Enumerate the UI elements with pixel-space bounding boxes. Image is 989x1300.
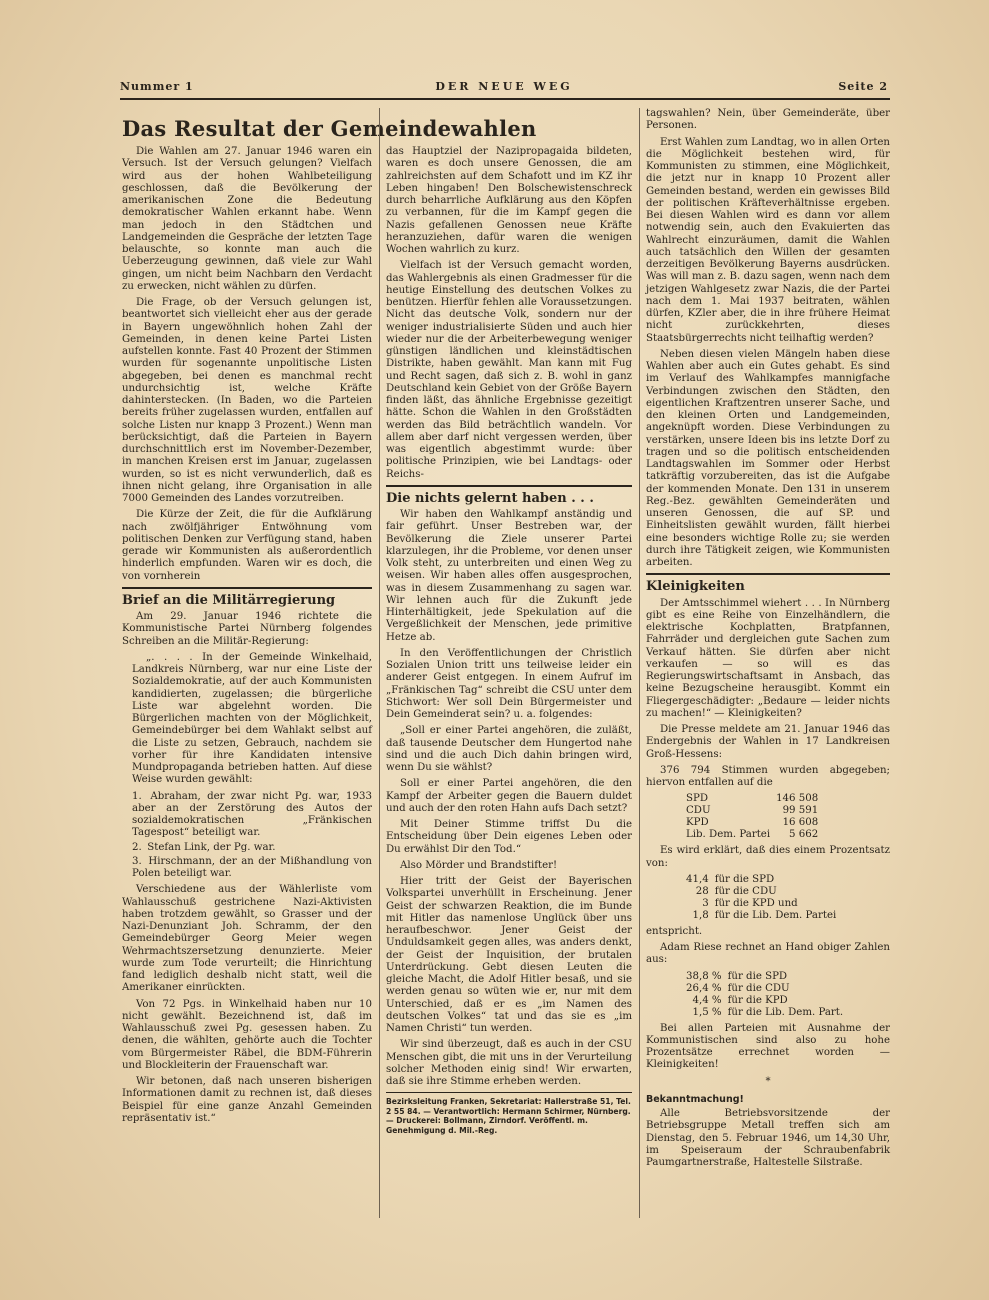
newspaper-name: DER NEUE WEG [435,80,573,93]
table-row: 3 für die KPD und [702,897,798,909]
main-headline: Das Resultat der Gemeindewahlen [122,116,537,141]
notice-heading: Bekanntmachung! [646,1093,744,1105]
page-number: Seite 2 [838,80,888,93]
vote-table [686,793,824,841]
column-2 [386,108,632,1135]
paragraph: Die Wahlen am 27. Januar 1946 waren ein Versuch. Ist der Versuch gelungen? Vielfach wird aus der hohen Wahlbeteiligung geschlossen, daß die Bevölkerung der amerikanischen Zone die Bedeutung demokratischer Wahlen erkannt habe. Wenn man jedoch in den Städtchen und Landgemeinden die Gespräche der letzten Tage belauschte, so konnte man auch die Ueberzeugung gewinnen, daß viele zur Wahl gingen, um nicht beim Nachbarn den Verdacht zu erwecken, nicht wählen zu dürfen. [122,146,372,292]
percent-table-calculated [686,971,849,1019]
paragraph: Erst Wahlen zum Landtag, wo in allen Orten die Möglichkeit bestehen wird, für Kommunisten zu stimmen, eine Möglichkeit, die jetzt nur in knapp 10 Prozent aller Gemeinden bestand, werden ein gewisses Bild der politischen Kräfteverhältnisse ergeben. Bei diesen Wahlen wird es dann vor allem notwendig sein, auch den Evakuierten das Wahlrecht einzuräumen, damit die Wahlen auch tatsächlich den Willen der gesamten derzeitigen Bevölkerung Bayerns ausdrücken. Was will man z. B. dazu sagen, wenn nach dem jetzigen Wahlgesetz zwar Nazis, die der Partei nach dem 1. Mai 1937 beitraten, wählen dürfen, KZler aber, die in ihre frühere Heimat nicht zurückkehrten, dieses Staatsbürgerrechts nicht teilhaftig werden? [646,136,890,344]
masthead-rule [120,98,890,100]
imprint: Bezirksleitung Franken, Sekretariat: Hallerstraße 51, Tel. 2 55 84. — Verantwortlich: Hermann Schirmer, Nürnberg. — Druckerei: Bollmann, Zirndorf. Veröffentl. m. Genehmigung d. Mil.-Reg. [386,1097,631,1135]
paragraph: Am 29. Januar 1946 richtete die Kommunistische Partei Nürnberg folgendes Schreiben an die Militär-Regierung: [122,611,372,647]
paragraph: Von 72 Pgs. in Winkelhaid haben nur 10 nicht gewählt. Bezeichnend ist, daß im Wahlausschuß zwei Pg. gesessen haben. Zu denen, die wählten, gehörte auch die Tochter vom Bürgermeister Räbel, die BDM-Führerin und Blockleiterin der Frauenschaft war. [122,998,372,1071]
paragraph: Hier tritt der Geist der Bayerischen Volkspartei unverhüllt in Erscheinung. Jener Geist der schwarzen Reaktion, die im Bunde mit Hitler das namenlose Unglück über uns heraufbeschwor. Jener Geist der Unduldsamkeit gegen alles, was anders denkt, der Geist der Inquisition, der brutalen Unterdrückung. Gebt diesen Leuten die gleiche Macht, die Adolf Hitler besaß, und sie werden genau so wüten wie er, nur mit dem Unterschied, daß er es „im Namen des deutschen Volkes“ tat und das sie es „im Namen Christi“ tun werden. [386,876,632,1034]
elected-list [132,791,372,881]
quote: Soll er einer Partei angehören, die den Kampf der Arbeiter gegen die Bauern duldet und auch der den roten Hahn aufs Dach setzt? [386,778,632,814]
paragraph: entspricht. [646,925,703,937]
section-heading-nichts: Die nichts gelernt haben . . . [386,490,594,506]
table-row: SPD 146 508 [686,793,819,805]
paragraph: Die Kürze der Zeit, die für die Aufklärung nach zwölfjähriger Entwöhnung vom politischen Denken zur Verfügung stand, haben gerade wir Kommunisten als außerordentlich hinderlich empfunden. Waren wir es doch, die von vornherein [122,509,372,582]
paragraph: Adam Riese rechnet an Hand obiger Zahlen aus: [646,942,890,966]
column-3 [646,108,890,1173]
paragraph: Die Frage, ob der Versuch gelungen ist, beantwortet sich vielleicht eher aus der gerade in Bayern ungewöhnlich hohen Zahl der Gemeinden, in denen keine Partei Listen aufstellen konnte. Fast 40 Prozent der Stimmen wurden für sogenannte unpolitische Listen abgegeben, bei denen es manchmal recht undurchsichtig ist, welche Kräfte dahinterstecken. (In Baden, wo die Parteien bereits früher zugelassen wurden, entfallen auf solche Listen nur knapp 3 Prozent.) Wenn man berücksichtigt, daß die Parteien in Bayern durchschnittlich erst im November-Dezember, in manchen Kreisen erst im Januar, zugelassen wurden, so ist es nicht verwunderlich, daß es ihnen nicht gelang, ihre Organisation in alle 7000 Gemeinden des Landes vorzutreiben. [122,297,372,504]
quote: Mit Deiner Stimme triffst Du die Entscheidung über Dein eigenes Leben oder Du erwählst Dir den Tod.“ [386,819,632,855]
column-1 [122,108,372,1129]
table-row: 1,5 % für die Lib. Dem. Part. [692,1006,844,1018]
paragraph: Die Presse meldete am 21. Januar 1946 das Endergebnis der Wahlen in 17 Landkreisen Groß-Hessens: [646,724,890,760]
paragraph: Vielfach ist der Versuch gemacht worden, das Wahlergebnis als einen Gradmesser für die heutige Einstellung des deutschen Volkes zu benützen. Hierfür fehlen alle Voraussetzungen. Nicht das deutsche Volk, sondern nur der weniger industrialisierte Süden und auch hier wieder nur die der Arbeiterbewegung weniger günstigen ländlichen und kleinstädtischen Distrikte, haben gewählt. Man kann mit Fug und Recht sagen, daß sich z. B. wohl in ganz Deutschland kein Gebiet von der Größe Bayern finden läßt, das ähnliche Ergebnisse gezeitigt hätte. Schon die Wahlen in den Großstädten werden das Bild beträchtlich wandeln. Vor allem aber darf nicht vergessen werden, über was eigentlich abgestimmt wurde: über politische Prinzipien, wie bei Landtags- oder Reichs- [386,260,632,480]
list-item: 1. Abraham, der zwar nicht Pg. war, 1933 aber an der Zerstörung des Autos der sozialdemokratischen „Fränkischen Tagespost“ beteiligt war. [132,790,372,839]
paragraph: Wir betonen, daß nach unseren bisherigen Informationen damit zu rechnen ist, daß dieses Beispiel für eine ganze Anzahl Gemeinden repräsentativ ist.“ [122,1076,372,1124]
column-divider [379,108,380,1218]
list-item: 2. Stefan Link, der Pg. war. [132,841,276,853]
table-row: 26,4 % für die CDU [686,982,790,994]
paragraph: das Hauptziel der Nazipropagaida bildeten, waren es doch unsere Genossen, die am zahlreichsten auf dem Schafott und im KZ ihr Leben hingaben! Den Bolschewistenschreck durch beharrliche Aufklärung aus den Köpfen zu verbannen, für die im Kampf gegen die Nazis gefallenen Genossen neue Kräfte heranzuziehen, dafür waren die wenigen Wochen wahrlich zu kurz. [386,146,632,255]
paragraph: Es wird erklärt, daß dies einem Prozentsatz von: [646,845,890,869]
paragraph: Bei allen Parteien mit Ausnahme der Kommunistischen sind also zu hohe Prozentsätze errechnet worden — Kleinigkeiten! [646,1022,890,1071]
table-row: 1,8 für die Lib. Dem. Partei [692,909,837,921]
column-divider [639,108,640,1218]
table-row: 38,8 % für die SPD [686,970,788,982]
section-heading-kleinigkeiten: Kleinigkeiten [646,579,745,595]
issue-number: Nummer 1 [120,80,194,93]
paragraph: Der Amtsschimmel wiehert . . . In Nürnberg gibt es eine Reihe von Einzelhändlern, die elektrische Kochplatten, Bratpfannen, Fahrräder und dergleichen gute Sachen zum Verkauf hätten. Sie dürfen aber nicht verkaufen — so will es das Regierungswirtschaftsamt in Ansbach, das keine Bezugscheine herausgibt. Kommt ein Fliegergeschädigter: „Bedaure — leider nichts zu machen!“ — Kleinigkeiten? [646,597,890,719]
percent-table-reported [686,874,842,922]
section-rule [646,573,890,575]
section-rule [386,1092,632,1093]
paragraph: Wir sind überzeugt, daß es auch in der CSU Menschen gibt, die mit uns in der Verurteilung solcher Methoden einig sind! Wir erwarten, daß sie ihre Stimme erheben werden. [386,1039,632,1087]
section-heading-brief: Brief an die Militärregierung [122,592,336,608]
list-item: 3. Hirschmann, der an der Mißhandlung von Polen beteiligt war. [132,855,372,879]
paragraph: 376 794 Stimmen wurden abgegeben; hiervon entfallen auf die [646,764,890,788]
quoted-letter: „. . . . In der Gemeinde Winkelhaid, Landkreis Nürnberg, war nur eine Liste der Sozialdemokratie, auf der auch Kommunisten kandidierten, zugelassen; die bürgerliche Liste war abgelehnt worden. Die Bürgerlichen machten von der Möglichkeit, Gemeindebürger bei dem Wahlakt selbst auf die Liste zu setzen, Gebrauch, nachdem sie vorher für ihre Kandidaten intensive Mundpropaganda betrieben hatten. Auf diese Weise wurden gewählt: [132,651,372,786]
paragraph: Neben diesen vielen Mängeln haben diese Wahlen aber auch ein Gutes gehabt. Es sind im Verlauf des Wahlkampfes mannigfache Verbindungen zwischen den Städten, den eigentlichen Kraftzentren unserer Sache, und den kleinen Orten und Landgemeinden, angeknüpft worden. Diese Verbindungen zu verstärken, unsere Ideen bis ins letzte Dorf zu tragen und so die politisch entscheidenden Landtagswahlen im Sommer oder Herbst tatkräftig vorzubereiten, das ist die Aufgabe der kommenden Monate. Den 131 in unserem Reg.-Bez. gewählten Gemeinderäten und unseren Genossen, die auf SP. und Einheitslisten gewählt wurden, fällt hierbei eine besonders wichtige Rolle zu; sie werden durch ihre Tätigkeit zeigen, wie Kommunisten arbeiten. [646,348,890,568]
quote: „Soll er einer Partei angehören, die zuläßt, daß tausende Deutscher dem Hungertod nahe sind und die auch Dich dahin bringen wird, wenn Du sie wählst? [386,725,632,773]
masthead [120,80,888,96]
table-row: 41,4 für die SPD [686,873,775,885]
paragraph: tagswahlen? Nein, über Gemeinderäte, über Personen. [646,108,890,132]
table-row: KPD 16 608 [686,817,819,829]
notice-text: Alle Betriebsvorsitzende der Betriebsgruppe Metall treffen sich am Dienstag, den 5. Februar 1946, um 14,30 Uhr, im Speiseraum der Schraubenfabrik Paumgartnerstraße, Haltestelle Silstraße. [646,1108,890,1168]
paragraph: Verschiedene aus der Wählerliste vom Wahlausschuß gestrichene Nazi-Aktivisten haben trotzdem gewählt, so Grasser und der Nazi-Denunziant Joh. Schramm, der den Gemeindebürger Georg Meier wegen Wehrmachtszersetzung denunzierte. Meier wurde zum Tode verurteilt; die Hinrichtung fand lediglich deshalb nicht statt, weil die Amerikaner einrückten. [122,884,372,994]
star-separator: * [765,1075,771,1087]
table-row: Lib. Dem. Partei 5 662 [686,829,819,841]
paragraph: In den Veröffentlichungen der Christlich Sozialen Union tritt uns teilweise leider ein anderer Geist entgegen. In einem Aufruf im „Fränkischen Tag“ schreibt die CSU unter dem Stichwort: Wer soll Dein Bürgermeister und Dein Gemeinderat sein? u. a. folgendes: [386,647,632,720]
table-row: 4,4 % für die KPD [692,994,788,1006]
paragraph: Wir haben den Wahlkampf anständig und fair geführt. Unser Bestreben war, der Bevölkerung die Ziele unserer Partei klarzulegen, ihr die Probleme, vor denen unser Volk steht, zu unterbreiten und einen Weg zu weisen. Wir haben alles offen ausgesprochen, was in diesem Zusammenhang zu sagen war. Wir lehnen auch für die Zukunft jede Hinterhältigkeit, jede Spekulation auf die Vergeßlichkeit der Menschen, jede primitive Hetze ab. [386,509,632,643]
table-row: 28 für die CDU [695,885,777,897]
table-row: CDU 99 591 [686,805,819,817]
quote: Also Mörder und Brandstifter! [400,859,558,871]
section-rule [122,587,372,589]
section-rule [386,485,632,487]
